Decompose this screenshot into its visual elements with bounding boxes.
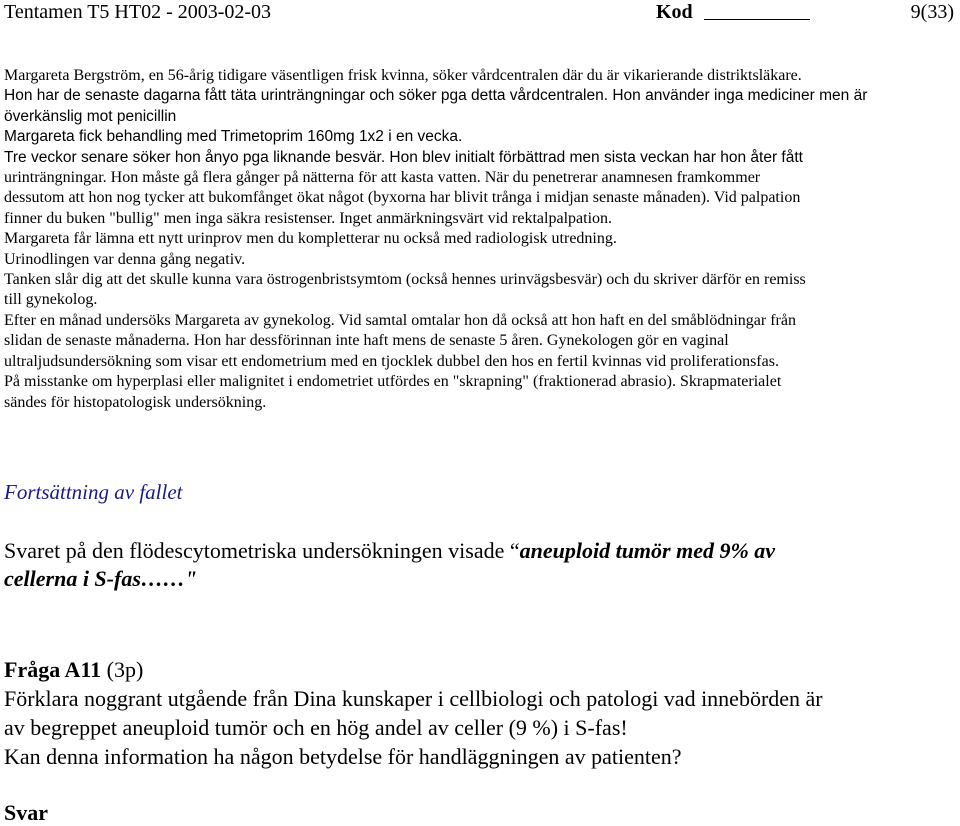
continuation-heading: Fortsättning av fallet	[4, 480, 183, 504]
exam-title: Tentamen T5 HT02 - 2003-02-03	[4, 1, 272, 23]
case-line: Urinodlingen var denna gång negativ.	[4, 250, 246, 268]
case-line: slidan de senaste månaderna. Hon har dessförinnan inte haft mens de senaste 5 åren. Gynekologen gör en vaginal	[4, 332, 729, 350]
flow-cytometry-result	[4, 537, 958, 593]
page-header	[4, 0, 956, 24]
case-line: Tanken slår dig att det skulle kunna vara östrogenbristsymtom (också hennes urinvägsbesvär) och du skriver därför en remiss	[4, 271, 806, 289]
question-line: Kan denna information ha någon betydelse för handläggningen av patienten?	[4, 744, 682, 769]
case-line: dessutom att hon nog tycker att bukomfånget ökat något (byxorna har blivit trånga i midjan senaste månaden). Vid palpation	[4, 189, 801, 207]
case-line: överkänslig mot penicillin	[4, 107, 177, 125]
question-title: Fråga A11	[4, 657, 102, 682]
case-line: Efter en månad undersöks Margareta av gynekolog. Vid samtal omtalar hon då också att hon haft en del småblödningar från	[4, 311, 796, 329]
case-line: Tre veckor senare söker hon ånyo pga liknande besvär. Hon blev initialt förbättrad men sista veckan har hon åter fått	[4, 148, 803, 166]
result-line-1	[4, 537, 958, 565]
answer-label: Svar	[4, 800, 48, 825]
question-points: (3p)	[101, 657, 144, 682]
case-line: På misstanke om hyperplasi eller malignitet i endometriet utfördes en "skrapning" (fraktionerad abrasio). Skrapmaterialet	[4, 373, 782, 391]
result-emphasis: aneuploid tumör med 9% av	[519, 538, 776, 563]
question-heading	[4, 655, 958, 684]
question-line: av begreppet aneuploid tumör och en hög andel av celler (9 %) i S-fas!	[4, 715, 628, 740]
page-number: 9(33)	[910, 1, 954, 23]
case-line: finner du buken "bullig" men inga säkra resistenser. Inget anmärkningsvärt vid rektalpalpation.	[4, 209, 613, 227]
kod-label: Kod	[656, 1, 693, 23]
case-description	[4, 66, 958, 413]
kod-fill-line	[704, 19, 810, 20]
case-line: Hon har de senaste dagarna fått täta urinträngningar och söker pga detta vårdcentralen. Hon använder inga mediciner men är	[4, 87, 868, 105]
result-text: Svaret på den flödescytometriska undersökningen visade “	[4, 538, 520, 563]
result-line-2	[4, 565, 958, 593]
case-line: Margareta Bergström, en 56-årig tidigare väsentligen frisk kvinna, söker vårdcentralen där du är vikarierande distriktsläkare.	[4, 67, 802, 84]
question-line: Förklara noggrant utgående från Dina kunskaper i cellbiologi och patologi vad innebörden är	[4, 686, 823, 711]
case-line: ultraljudsundersökning som visar ett endometrium med en tjocklek dubbel den hos en fertil kvinnas vid proliferationsfas.	[4, 352, 779, 370]
question-block	[4, 655, 958, 771]
case-line: Margareta får lämna ett nytt urinprov men du kompletterar nu också med radiologisk utredning.	[4, 230, 617, 248]
case-line: urinträngningar. Hon måste gå flera gånger på nätterna för att kasta vatten. När du penetrerar anamnesen framkommer	[4, 169, 761, 187]
case-line: sändes för histopatologisk undersökning.	[4, 393, 267, 411]
case-line: till gynekolog.	[4, 291, 98, 309]
result-emphasis: cellerna i S-fas……"	[4, 566, 198, 591]
case-line: Margareta fick behandling med Trimetoprim 160mg 1x2 i en vecka.	[4, 128, 463, 146]
